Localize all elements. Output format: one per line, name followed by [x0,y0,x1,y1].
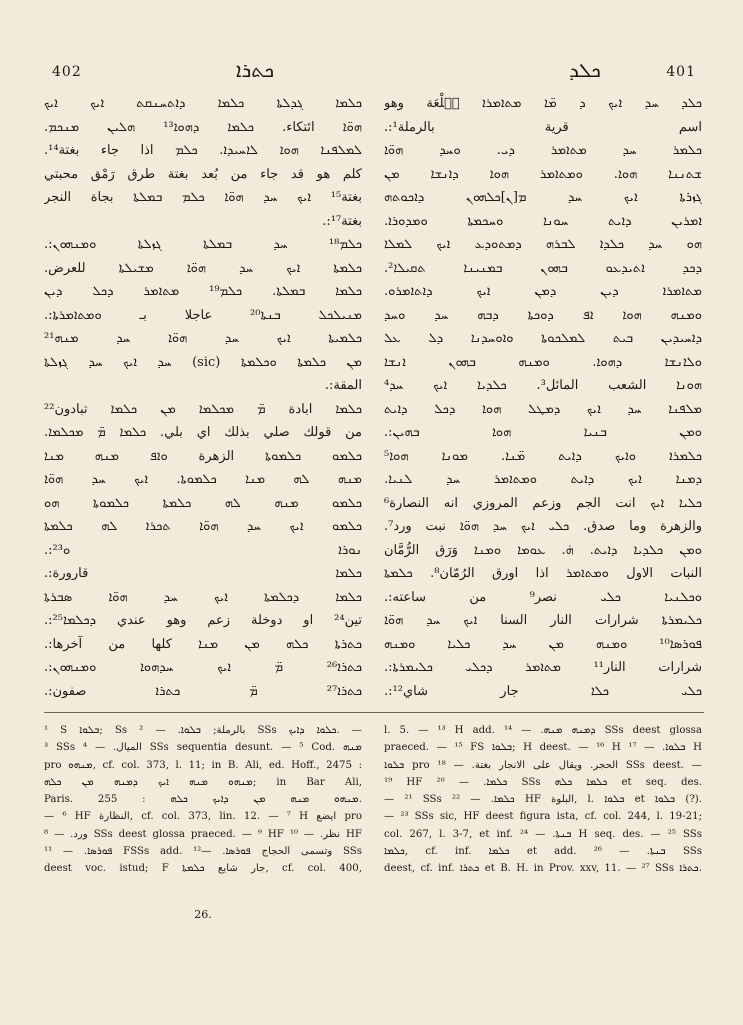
text-line: ܟܠܡܝܬܐ ܐܝܟ ܚܕ ܗܘ̈ܐ ܚܕ ܡܢܗ²¹ [44,331,362,346]
footnote-line: ¹ S ܒܠܘܐ; Ss بالرملة; ܒܠܘܐ. — ² SSs ܟܠܘܐ ܕܐܝܟ. — [44,725,362,736]
text-line: النبات الاول ܘܡܬܐܡܪ اذا اورق الرُمّان⁸. ܟܠܡܬܐ [384,566,702,581]
text-line: ܟܠܡܐ ܕܟܠܡܬܐ ܐܝܟ ܚܕ ܗܘ̈ܐ ܣܒܪܬܐ [44,589,362,605]
footnote-line: ܦܘܪܣܐ. — ¹¹ FSSs add. وتسمى الحجاج ܦܘܪܣܐ. —¹² SSs [44,846,362,858]
text-line: شرارات النار¹¹ ܡܬܐܡܪ ܕܟܠܝ ܟܠܝܡܪܬܐ:. [384,660,702,675]
text-line: ܗܘ ܚܕ ܟܠܕܐ ܠܒܪܗ ܕܡܬܘܕܥ ܐܝܟ ܠܡܠܐ [384,237,702,252]
text-line: ܡܠܦܢܐ ܚܕ ܐܝܟ ܕܡܛܠ ܗܘܐ ܕܟܠ ܕܐܝܬ [384,401,702,417]
footnote-line: l. 5. — ¹³ H add. ܕܡܢܗ ܡܢܗ. — ¹⁴ SSs deest glossa [384,725,702,736]
text-line: ܫܬܢܢܐ ܗܘܐ. ܘܡܬܐܡܪ ܗܘܐ ܕܐܢܫܐ ܡܢ [384,166,702,182]
text-line: ܘܠܐܢܫܐ ܕܗܘܐ. ܘܡܢܗ ܒܗܘܢ ܐܢܫܐ [384,354,702,370]
text-line: ܟܠܡܐ ابادة ܡ̈ ܡܟܠܡܐ ܡܢ ܟܠܡܐ تبادون²² [44,401,362,417]
text-line: اسم قرية بالرملة¹:. [384,119,702,135]
text-line: ܡܢ ܟܠܡܬܐ ܘܟܠܡܬܐ (sic) ܚܕ ܐܝܟ ܚܕ ܓܙܠܬܐ [44,354,362,370]
right-footnotes [384,722,702,902]
footnote-divider [44,712,704,713]
text-line: ܟܠܝܐ ܐܝܟ انت الجم وزعم المروزي انه النصارة⁶ [384,495,702,511]
text-line: ܘܡܢ ܟܠܕܝܐ ܕܐܝܬ. ܗ̇. ܥܘܡܐ ܘܡܢܐ وَرَق الرُّمَّان [384,542,702,558]
text-line: ܟܠܕ ܚܕ ܐܝܟ ܕ ܡ̈ܐ ܡܬܐܡܪܐ ܒَلْعَة وهو [384,96,702,111]
right-page-number: 401 [666,64,696,80]
text-line: ܟܠܡܘ ܡܢܗ ܠܗ ܟܠܡܬܐ ܟܠܡܘܬܐ ܗܘ [44,495,362,511]
text-line: ܕܐܚܝܕܝܢ ܒܝܬ ܠܡܠܟܘܬܐ ܘܐܘܚܕܢܐ ܕܠ ܥܠ [384,331,702,346]
text-line: ܐܡܪܝܢ ܕܐܝܬ ܚܘܢܐ ܘܚܟܡܬܐ ܘܡܕܘܪܐ. [384,213,702,229]
text-line: ܟܠܡܘ ܐܝܟ ܚܕ ܗܘ̈ܐ ܬܟܪܐ ܠܗ ܟܠܡܬܐ [44,519,362,534]
left-page-number: 402 [52,64,82,80]
text-line: ܟܠܝܡܪܬܐ شرارات النار السنا ܐܝܟ ܚܕ ܗܘ̈ܐ [384,613,702,628]
footnote-line: ورد. — ⁸ SSs deest glossa praeced. — ⁹ HF نظر. — ¹⁰ HF [44,828,362,840]
text-line: ܡܢܗ ܠܗ ܡܢܐ ܟܠܡܘܬܐ. ܐܝܟ ܚܕ ܗܘ̈ܐ [44,472,362,487]
left-footnotes [44,722,362,902]
text-line: ܢܘܪܐ ܘ²³:. [44,542,362,558]
footnote-line: deest, cf. inf. ܟܬܪܐ et B. H. in Prov. xxv, 11. — ²⁷ SSs ܟܬܪܐ. [384,863,702,875]
text-line: كلم هو قد جاء من بُعد بغتة طرق رَمْق محبتي [44,166,362,182]
text-line: ܟܠܡܘ ܟܠܡܘܬܐ الزهرة ܘܐܦ ܡܢܗ ܡܢܐ [44,448,362,464]
text-line: ܟܠܡ¹⁸ ܚܕ ܒܡܠܬܐ ܓܙܠܬܐ ܘܡܢܗܘܢ:. [44,237,362,252]
text-line: ܟܠܡܐ ܓܕܠܬܐ ܟܠܡܐ ܕܐܬܚܢܩܬ ܐܝܟ ܐܝܟ [44,96,362,111]
text-line: ܘܡܢܗ ܗܘܐ ܐܦ ܕܘܟܬܐ ܕܒܗ ܚܕ ܘܚܕ [384,307,702,323]
text-line: ܗܘ̈ܐ ائتكاء. ܟܠܡܐ ܕܗܘܐ¹³ ܗܠܝܢ ܡܢܟܡ. [44,119,362,135]
text-line: ܓܙܪܬܐ ܐܝܟ ܚܕ ܡ[ܢ]ܟܠܗܘܢ ܕܐܟܘܬܗ [384,190,702,205]
text-line: المقة:. [324,378,362,393]
text-line: بغتة¹⁵ ܐܝܟ ܚܕ ܗܘ̈ܐ ܟܠܡ ܒܡܠܬܐ بجاة النجر [44,190,362,205]
footnote-line: ³ SSs الميال. — ⁴ SSs sequentia desunt. — ⁵ Cod. ܡܢܗ [44,742,362,754]
text-line: ܕܟܕ ܐܬܝܕܥܘ ܒܗܘܢ ܒܡܢܝܢܐ ܬܩܝܠܐ². [384,260,702,276]
text-line: ܡܬܐܡܪܐ ܕܝܢ ܕܡܢ ܐܝܟ ܕܐܬܐܡܪܘ. [384,284,702,299]
running-header [40,58,704,88]
footnote-line: ܟܠܡܐ, cf. inf. ܟܠܡܐ et add. ܒܢܬܐ. — ²⁶ SSs [384,846,702,858]
footnote-line: ܒܠܘܐ pro الحجر. ويقال على الانجار بغتة. — ¹⁸ SSs deest. — [384,759,702,771]
text-line: من قولك صلي بذلك اي بلي. ܟܠܡܐ ܡ̈ ܡܟܠܡܐ. [44,425,362,440]
footnote-line: — ²¹ SSs ܟܠܡܐ. — ²² HF البلوة, l. ܒܠܘܐ et ܒܠܘܐ (?). [384,794,702,806]
footnote-line: Paris. 255 : ܡܢܗܘ ܡܢܗ ܡܢ ܕܐܝܟ ܟܠܗ. [44,794,362,806]
footnote-line: praeced. — ¹⁵ FS ܒܠܘܐ; H deest. — ¹⁶ H ܒܠܘܐ. — ¹⁷ H [384,742,702,754]
text-line: ܡܢܝܠܟܠ ܒܢܬܐ²⁰ عاجلا بـ ܘܡܬܐܡܪܬܐ:. [44,307,362,323]
footnote-line: — ²³ SSs sic, HF deest figura ista, cf. col. 244, l. 19-21; [384,811,702,823]
text-line: بغتة¹⁷:. [322,213,362,229]
footnote-line: — ⁶ HF النظارة, cf. col. 373, lin. 12. — ⁷ H ايضع pro [44,811,362,823]
left-column-text [44,92,362,702]
text-line: ܟܠܡܐ قارورة:. [44,566,362,581]
right-column-text [384,92,702,702]
text-line: ܟܬܪܬܐ ܟܠܗ ܡܢ ܡܢܐ كلها من آخرها:. [44,636,362,652]
text-line: ܟܬܪܐ²⁶ ܡ̈ ܐܝܟ ܚܕܗܘܐ ܘܡܢܗܘܢ:. [44,660,362,675]
text-line: ܟܬܪܐ²⁷ ܡ̈ ܟܬܪܐ صفون:. [44,683,362,699]
footnote-line: ܡܢܗܘ ܡܢܗ ܐܝܟ ܕܡܢܗ ܡܢ ܟܠܗ; in Bar Ali, [44,776,362,788]
text-line: ܟܠܡܐ ܒܡܠܬܐ. ܟܠܡ¹⁹ ܡܬܐܡܪ ܕܟܠ ܕܝܢ [44,284,362,299]
text-line: ܕܡܢܐ ܐܝܟ ܕܐܝܬ ܘܡܬܐܡܪ ܚܕ ܠܢܝܐ. [384,472,702,487]
text-line: ܗܘܢܐ الشعب المائل³. ܟܠܕܝܐ ܐܝܟ ܚܕ⁴ [384,378,702,393]
text-line: ܟܠܡܪܐ ܘܐܝܟ ܕܐܝܬ ܡ̈ܢܐ. ܡܘܢܐ ܗܘܐ⁵ [384,448,702,464]
left-running-title: ܟܬܪܐ [235,58,275,82]
footnote-line: deest voc. istud; F جار شايع ܟܠܡܬܐ, cf. col. 400, [44,863,362,875]
text-line: ܦܘܪܣܐ¹⁰ ܘܡܢܗ ܡܢ ܚܕ ܟܠܝܐ ܘܡܢܗ [384,636,702,652]
signature-mark: 26. [194,908,212,921]
footnote-line: pro ܡܢܗܘ, cf. col. 373, l. 11; in B. Ali, ed. Hoff., 2475 : [44,759,362,771]
text-line: ܘܡܢ ܒܢܝܐ ܗܘܐ ܒܗܝܢ:. [384,425,702,440]
right-running-title: ܟܠܕ [569,58,601,82]
footnote-line: ¹⁹ HF ܟܠܡܐ. — ²⁰ SSs ܟܠܡܐ ܟܠܗ et seq. des. [384,776,702,788]
text-line: ܠܡܠܦܢܐ ܗܘܐ ܠܐܚܝܕܐ. ܟܠܡ اذا جاء بغتة¹⁴. [44,143,362,158]
text-line: والزهرة وما صدق. ܟܠܝ ܐܝܟ ܚܕ ܗܘ̈ܐ نبت ورد⁷. [384,519,702,534]
text-line: ܟܠܡܪ ܚܕ ܡܬܐܡܪ ܕܝ. ܘܚܕ ܗܘ̈ܐ [384,143,702,158]
text-line: ܟܠܝ ܟܠܐ جار شاي¹²:. [384,683,702,699]
text-line: ܘܟܠܢܝܐ ܟܠܝ نصر⁹ من ساعته:. [384,589,702,605]
text-line: تين²⁴ او دوخلة زعم وهو عندي ܕܟܠܡܐ²⁵:. [44,613,362,628]
text-line: ܟܠܡܬܐ ܐܝܟ ܚܕ ܗܘ̈ܐ ܡܫܝܠܬܐ للعرض. [44,260,362,276]
footnote-line: col. 267, l. 3-7, et inf. ܒܢܬܐ. — ²⁴ H seq. des. — ²⁵ SSs [384,828,702,840]
